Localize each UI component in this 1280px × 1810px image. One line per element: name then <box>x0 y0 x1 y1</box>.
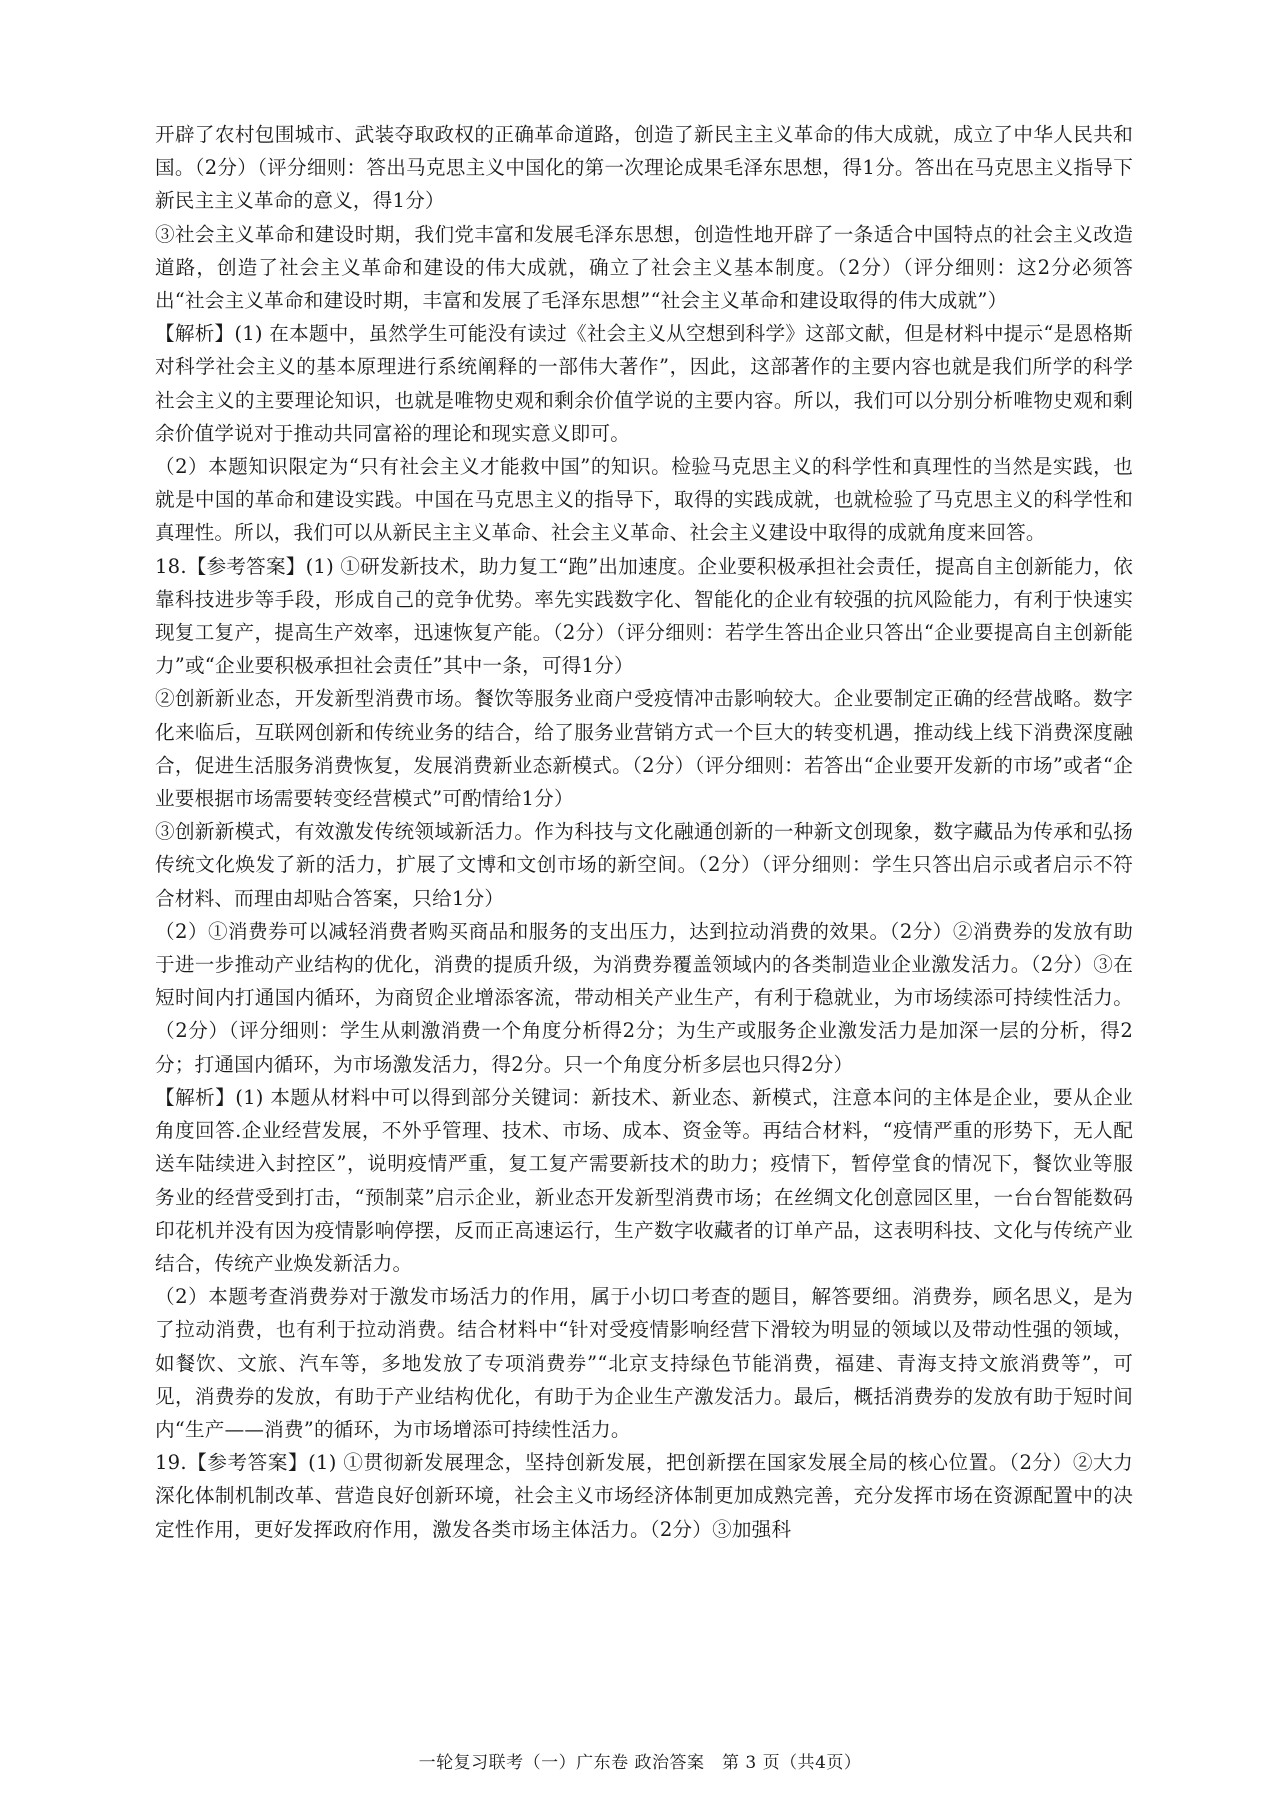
paragraph-10: （2）本题考查消费券对于激发市场活力的作用，属于小切口考查的题目，解答要细。消费券，顾名思义，是为了拉动消费，也有利于拉动消费。结合材料中“针对受疫情影响经营下滑较为明显的领域以及带动性强的领域，如餐饮、文旅、汽车等，多地发放了专项消费券”“北京支持绿色节能消费，福建、青海支持文旅消费等”，可见，消费券的发放，有助于产业结构优化，有助于为企业生产激发活力。最后，概括消费券的发放有助于短时间内“生产——消费”的循环，为市场增添可持续性活力。 <box>155 1285 1133 1441</box>
paragraph-2: ③社会主义革命和建设时期，我们党丰富和发展毛泽东思想，创造性地开辟了一条适合中国特点的社会主义改造道路，创造了社会主义革命和建设的伟大成就，确立了社会主义基本制度。（2分）（评分细则：这2分必须答出“社会主义革命和建设时期，丰富和发展了毛泽东思想”“社会主义革命和建设取得的伟大成就”） <box>155 222 1133 313</box>
paragraph-1: 开辟了农村包围城市、武装夺取政权的正确革命道路，创造了新民主主义革命的伟大成就，成立了中华人民共和国。（2分）（评分细则：答出马克思主义中国化的第一次理论成果毛泽东思想，得1分。答出在马克思主义指导下新民主主义革命的意义，得1分） <box>155 123 1133 213</box>
paragraph-3-analysis: 【解析】(1) 在本题中，虽然学生可能没有读过《社会主义从空想到科学》这部文献，但是材料中提示“是恩格斯对科学社会主义的基本原理进行系统阐释的一部伟大著作”，因此，这部著作的主要内容也就是我们所学的科学社会主义的主要理论知识，也就是唯物史观和剩余价值学说的主要内容。所以，我们可以分别分析唯物史观和剩余价值学说对于推动共同富裕的理论和现实意义即可。 <box>155 322 1133 445</box>
page-footer: 一轮复习联考（一）广东卷 政治答案 第 3 页（共4页） <box>418 1753 862 1773</box>
paragraph-6: ②创新新业态，开发新型消费市场。餐饮等服务业商户受疫情冲击影响较大。企业要制定正确的经营战略。数字化来临后，互联网创新和传统业务的结合，给了服务业营销方式一个巨大的转变机遇，推动线上线下消费深度融合，促进生活服务消费恢复，发展消费新业态新模式。（2分）（评分细则：若答出“企业要开发新的市场”或者“企业要根据市场需要转变经营模式”可酌情给1分） <box>155 687 1133 811</box>
paragraph-9-analysis: 【解析】(1) 本题从材料中可以得到部分关键词：新技术、新业态、新模式，注意本问的主体是企业，要从企业角度回答.企业经营发展，不外乎管理、技术、市场、成本、资金等。再结合材料，“疫情严重的形势下，无人配送车陆续进入封控区”，说明疫情严重，复工复产需要新技术的助力；疫情下，暂停堂食的情况下，餐饮业等服务业的经营受到打击，“预制菜”启示企业，新业态开发新型消费市场；在丝绸文化创意园区里，一台台智能数码印花机并没有因为疫情影响停摆，反而正高速运行，生产数字收藏者的订单产品，这表明科技、文化与传统产业结合，传统产业焕发新活力。 <box>155 1085 1133 1275</box>
paragraph-11-answer-19: 19.【参考答案】(1) ①贯彻新发展理念，坚持创新发展，把创新摆在国家发展全局的核心位置。（2分）②大力深化体制机制改革、营造良好创新环境，社会主义市场经济体制更加成熟完善，充分发挥市场在资源配置中的决定性作用，更好发挥政府作用，激发各类市场主体活力。（2分）③加强科 <box>155 1451 1133 1541</box>
paragraph-7: ③创新新模式，有效激发传统领域新活力。作为科技与文化融通创新的一种新文创现象，数字藏品为传承和弘扬传统文化焕发了新的活力，扩展了文博和文创市场的新空间。（2分）（评分细则：学生只答出启示或者启示不符合材料、而理由却贴合答案，只给1分） <box>155 820 1133 910</box>
document-body <box>155 118 1133 1546</box>
paragraph-4: （2）本题知识限定为“只有社会主义才能救中国”的知识。检验马克思主义的科学性和真理性的当然是实践，也就是中国的革命和建设实践。中国在马克思主义的指导下，取得的实践成就，也就检验了马克思主义的科学性和真理性。所以，我们可以从新民主主义革命、社会主义革命、社会主义建设中取得的成就角度来回答。 <box>155 455 1133 545</box>
paragraph-5-answer-18: 18.【参考答案】(1) ①研发新技术，助力复工“跑”出加速度。企业要积极承担社会责任，提高自主创新能力，依靠科技进步等手段，形成自己的竞争优势。率先实践数字化、智能化的企业有较强的抗风险能力，有利于快速实现复工复产，提高生产效率，迅速恢复产能。（2分）（评分细则：若学生答出企业只答出“企业要提高自主创新能力”或“企业要积极承担社会责任”其中一条，可得1分） <box>155 554 1133 678</box>
paragraph-8: （2）①消费券可以减轻消费者购买商品和服务的支出压力，达到拉动消费的效果。（2分）②消费券的发放有助于进一步推动产业结构的优化，消费的提质升级，为消费券覆盖领域内的各类制造业企业激发活力。（2分）③在短时间内打通国内循环，为商贸企业增添客流，带动相关产业生产，有利于稳就业，为市场续添可持续性活力。（2分）（评分细则：学生从刺激消费一个角度分析得2分；为生产或服务企业激发活力是加深一层的分析，得2分；打通国内循环，为市场激发活力，得2分。只一个角度分析多层也只得2分） <box>155 919 1133 1076</box>
